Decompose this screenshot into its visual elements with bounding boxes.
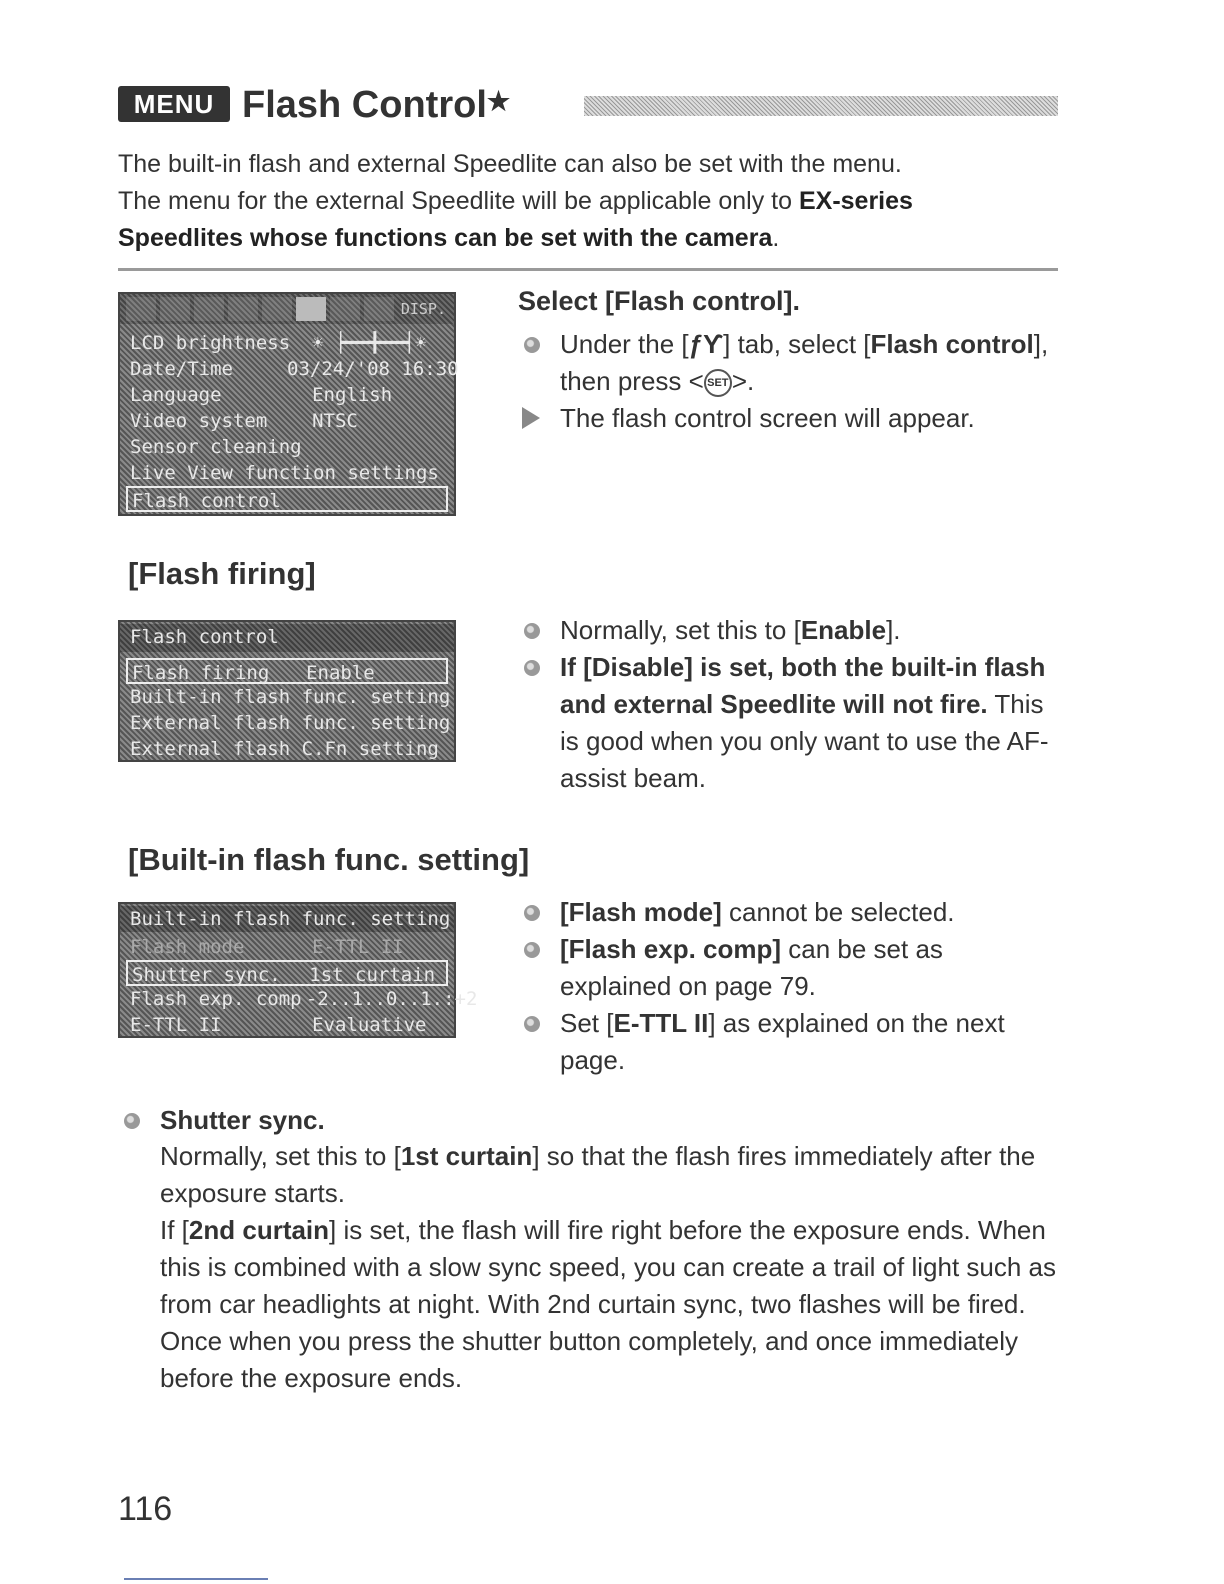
- flash-firing-bullets: [518, 612, 1058, 797]
- text: Under the [: [560, 329, 689, 359]
- text: Shutter sync.: [160, 1105, 325, 1135]
- shutter-sync-section: [118, 1102, 1058, 1397]
- lcd-row-label: Shutter sync.: [132, 964, 281, 986]
- bold-text: [Flash mode]: [560, 897, 722, 927]
- list-item: [518, 931, 1058, 1005]
- intro-line-3-end: .: [772, 224, 780, 252]
- lcd-row: [130, 710, 451, 736]
- list-item: [518, 894, 1058, 931]
- lcd-setup-menu: [118, 292, 459, 516]
- lcd-row: [130, 330, 444, 356]
- tab-setup-1-icon: [262, 297, 292, 321]
- page-title-row: [118, 82, 1058, 128]
- bullet-icon: [124, 1113, 140, 1129]
- lcd-row-label: External flash func. setting: [130, 712, 451, 734]
- text: can be set as explained on page 79.: [560, 934, 943, 1001]
- disp-label: DISP.: [400, 300, 446, 318]
- text: This is good when you only want to use the AF-assist beam.: [560, 689, 1049, 793]
- text: cannot be selected.: [721, 897, 955, 927]
- step-bullets: [518, 326, 1058, 437]
- lcd-row-label: Flash firing: [132, 662, 270, 684]
- section-heading-flash-firing: [Flash firing]: [128, 556, 316, 591]
- lcd-row-value: Evaluative: [312, 1014, 427, 1036]
- menu-icon: MENU: [118, 86, 230, 122]
- tab-playback-1-icon: [194, 297, 224, 321]
- page-number-rule: [124, 1578, 268, 1580]
- list-item: [518, 649, 1058, 797]
- text: Normally, set this to [: [560, 615, 801, 645]
- setup-tab-icon: ƒϒ: [688, 329, 724, 359]
- section-heading-builtin-flash: [Built-in flash func. setting]: [128, 842, 530, 877]
- lcd-row: [130, 986, 478, 1012]
- lcd-row-value: 03/24/'08 16:30: [287, 358, 459, 380]
- list-item: [518, 326, 1058, 400]
- step-heading: Select [Flash control].: [518, 286, 801, 316]
- lcd-row-label: Live View function settings: [130, 462, 439, 484]
- text: Set [: [560, 1008, 614, 1038]
- lcd-builtin-flash: [118, 902, 478, 1038]
- lcd-row-value: NTSC: [312, 410, 358, 432]
- builtin-flash-bullets: [518, 894, 1058, 1079]
- bullet-icon: [524, 942, 540, 958]
- tab-shooting-2-icon: [160, 297, 190, 321]
- lcd-row-label: Flash exp. comp: [130, 988, 302, 1010]
- shutter-sync-paragraph-2: [118, 1212, 1058, 1397]
- lcd-row-label: Language: [130, 384, 222, 406]
- lcd-row-label: Built-in flash func. setting: [130, 686, 451, 708]
- bullet-icon: [524, 337, 540, 353]
- tab-shooting-1-icon: [126, 297, 156, 321]
- tab-custom-icon: [330, 297, 360, 321]
- lcd-row-value: E-TTL II: [312, 936, 404, 958]
- lcd-row-label: Sensor cleaning: [130, 436, 302, 458]
- text: ] tab, select [: [723, 329, 871, 359]
- page-number: 116: [118, 1490, 173, 1528]
- lcd-row-selected: [126, 960, 448, 986]
- lcd-row: [130, 684, 451, 710]
- tab-playback-2-icon: [228, 297, 258, 321]
- intro-line-3-bold: Speedlites whose functions can be set with the camera: [118, 224, 773, 252]
- bullet-icon: [524, 1016, 540, 1032]
- intro-line-1: The built-in flash and external Speedlite can also be set with the menu.: [118, 150, 902, 178]
- intro-line-2: [118, 183, 1058, 220]
- lcd-row: [130, 408, 444, 434]
- bold-text: 2nd curtain: [188, 1215, 330, 1245]
- page-title-text: Flash Control: [242, 84, 487, 126]
- lcd-row-value: 1st curtain: [309, 964, 436, 986]
- lcd-row-value: English: [312, 384, 393, 406]
- tab-mymenu-icon: [364, 297, 394, 321]
- bullet-icon: [524, 660, 540, 676]
- lcd-row: [130, 1012, 444, 1038]
- arrow-icon: [522, 407, 540, 429]
- intro-line-3: [118, 220, 1058, 257]
- set-button-icon: SET: [704, 369, 732, 397]
- lcd-row: [130, 356, 459, 382]
- intro-paragraph: [118, 146, 1058, 257]
- text: ], then press <: [560, 329, 1049, 396]
- lcd-row-label: LCD brightness: [130, 332, 291, 354]
- shutter-sync-paragraph-1: [118, 1138, 1058, 1212]
- bold-text: Enable: [800, 615, 887, 645]
- lcd-row: [130, 736, 444, 762]
- lcd-flash-control: [118, 620, 456, 762]
- bullet-icon: [524, 905, 540, 921]
- text: ].: [886, 615, 901, 645]
- lcd-title: Built-in flash func. setting: [120, 906, 454, 932]
- bold-text: [Flash exp. comp]: [560, 934, 782, 964]
- list-item: [518, 1005, 1058, 1079]
- text: If [: [160, 1215, 189, 1245]
- lcd-row: [130, 460, 444, 486]
- text: Normally, set this to [: [160, 1141, 401, 1171]
- lcd-row-label: External flash C.Fn setting: [130, 738, 439, 760]
- lcd-row-disabled: [130, 934, 444, 960]
- bullet-icon: [524, 623, 540, 639]
- lcd-row-label: E-TTL II: [130, 1014, 222, 1036]
- bold-text: Flash control: [870, 329, 1034, 359]
- title-decorative-bar: [584, 96, 1058, 116]
- shutter-sync-title: [118, 1102, 1058, 1138]
- intro-line-2-text: The menu for the external Speedlite will be applicable only to: [118, 187, 799, 215]
- lcd-title: Flash control: [120, 624, 454, 652]
- lcd-row: [130, 434, 444, 460]
- lcd-row-selected: [126, 658, 448, 684]
- advanced-star-icon: ★: [486, 86, 511, 116]
- text: ] so that the flash fires immediately after the exposure starts.: [160, 1141, 1036, 1208]
- menu-tabs: [120, 294, 454, 324]
- text: The flash control screen will appear.: [560, 403, 975, 433]
- lcd-row-label: Flash mode: [130, 936, 245, 958]
- bold-text: 1st curtain: [400, 1141, 533, 1171]
- list-item: [518, 612, 1058, 649]
- page-title: [242, 82, 510, 128]
- lcd-row-value: -2..1..0..1.:+2: [305, 988, 478, 1010]
- lcd-row-label: Date/Time: [130, 358, 233, 380]
- intro-line-2-bold: EX-series: [798, 187, 913, 215]
- lcd-row-selected: [126, 486, 448, 512]
- tab-setup-2-icon: [296, 297, 326, 321]
- lcd-row-value: ☀ ┝━━╋━━┥☀: [312, 332, 427, 354]
- lcd-row-value: Enable: [306, 662, 375, 684]
- list-item: [518, 400, 1058, 437]
- lcd-row: [130, 382, 444, 408]
- text: >.: [731, 366, 755, 396]
- text: ] is set, the flash will fire right before the exposure ends. When this is combined with a slow sync speed, you can create a trail of light such as from car headlights at night. With 2nd curtain sync, two flashes will be fired. Once when you press the shutter button completely, and once immediately before the exposure ends.: [160, 1215, 1056, 1393]
- bold-text: If [Disable] is set, both the built-in flash and external Speedlite will not fire.: [560, 652, 1046, 719]
- bold-text: E-TTL II: [613, 1008, 709, 1038]
- text: ] as explained on the next page.: [560, 1008, 1005, 1075]
- lcd-row-label: Flash control: [132, 490, 281, 512]
- lcd-row-label: Video system: [130, 410, 268, 432]
- section-divider: [118, 268, 1058, 271]
